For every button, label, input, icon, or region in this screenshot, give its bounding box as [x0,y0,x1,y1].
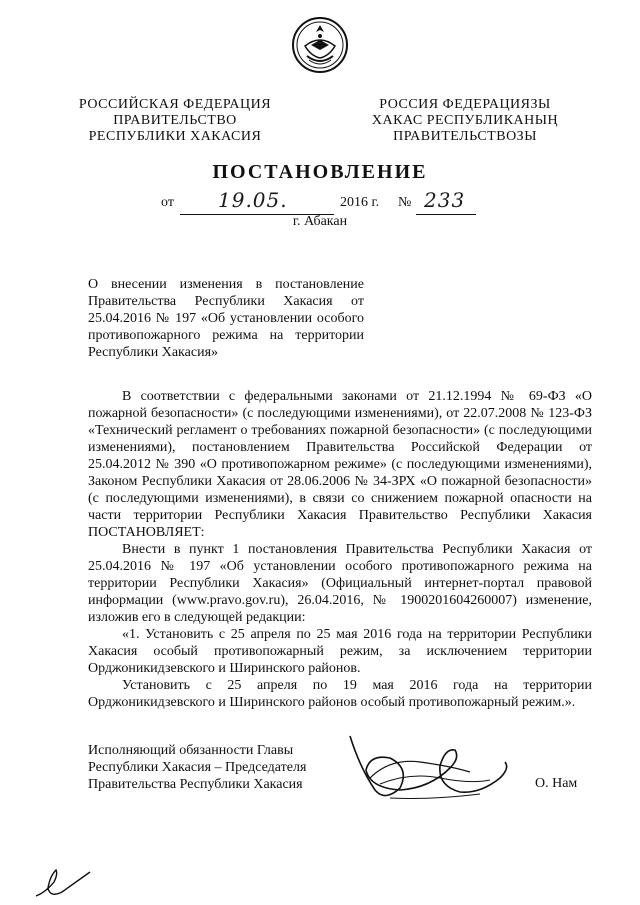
document-title: ПОСТАНОВЛЕНИЕ [212,161,428,183]
header-right-line: РОССИЯ ФЕДЕРАЦИЯЗЫ [379,97,551,112]
number-label: № [398,195,412,210]
header-left [60,97,290,145]
signer-name: О. Нам [535,776,578,791]
date-from-label: от [161,195,174,210]
handwritten-initials [28,862,108,902]
signer-title-line: Исполняющий обязанности Главы [88,743,294,758]
header-left-line: ПРАВИТЕЛЬСТВО [113,113,237,128]
signer-title [88,742,328,793]
handwritten-signature [330,728,530,808]
signer-title-line: Правительства Республики Хакасия [88,777,303,792]
coat-of-arms-emblem [291,16,349,74]
city-line: г. Абакан [292,214,348,229]
body-paragraph: В соответствии с федеральными законами от 21.12.1994 № 69-ФЗ «О пожарной безопасности» (с последующими изменениями), от 22.07.2008 № 123-ФЗ «Технический регламент о требованиях пожарной безопасности» (с последующими изменениями), постановлением Правительства Российской Федерации от 25.04.2012 № 390 «О противопожарном режиме» (с последующими изменениями), Законом Республики Хакасия от 28.06.2006 № 34-ЗРХ «О пожарной безопасности» (с последующими изменениями), в связи со снижением пожарной опасности на части территории Республики Хакасия Правительство Республики Хакасия ПОСТАНОВЛЯЕТ: [88,389,592,540]
body-paragraph: Установить с 25 апреля по 19 мая 2016 года на территории Орджоникидзевского и Ширинского районов особый противопожарный режим.». [88,678,592,710]
date-handwritten: 19.05. [218,188,288,212]
body-paragraph: Внести в пункт 1 постановления Правительства Республики Хакасия от 25.04.2016 № 197 «Об установлении особого противопожарного режима на территории Республики Хакасия» (Официальный интернет-портал правовой информации (www.pravo.gov.ru), 26.04.2016, № 1900201604260007) изменение, изложив его в следующей редакции: [88,542,592,625]
header-left-line: РЕСПУБЛИКИ ХАКАСИЯ [88,129,262,144]
document-subject: О внесении изменения в постановление Правительства Республики Хакасия от 25.04.2016 № 197 «Об установлении особого противопожарного режима на территории Республики Хакасия» [88,277,364,360]
header-right-line: ХАКАС РЕСПУБЛИКАНЫҢ [371,113,559,128]
header-right [350,97,580,145]
body-paragraph: «1. Установить с 25 апреля по 25 мая 2016 года на территории Республики Хакасия особый противопожарный режим, за исключением территории Орджоникидзевского и Ширинского районов. [88,627,592,676]
document-body [88,388,592,711]
number-handwritten: 233 [424,188,466,212]
date-year: 2016 г. [340,195,380,210]
header-right-line: ПРАВИТЕЛЬСТВОЗЫ [393,129,537,144]
header-left-line: РОССИЙСКАЯ ФЕДЕРАЦИЯ [78,97,272,112]
signer-title-line: Республики Хакасия – Председателя [88,760,307,775]
